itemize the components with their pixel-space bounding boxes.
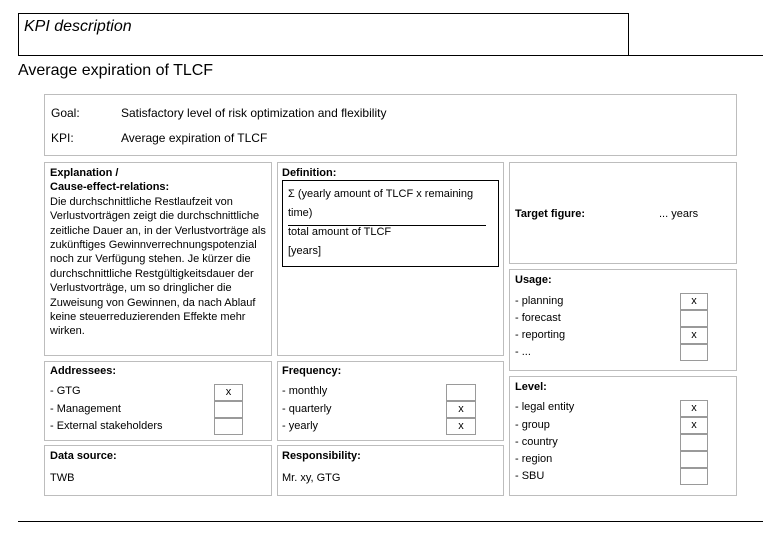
formula-unit: [years]	[288, 245, 322, 257]
usage-label: Usage:	[515, 274, 552, 286]
usage-item-label: - reporting	[515, 329, 566, 341]
datasource-value: TWB	[50, 472, 75, 484]
addressee-item-label: - External stakeholders	[50, 420, 163, 432]
target-value: ... years	[659, 208, 699, 220]
level-item-label: - group	[515, 419, 550, 431]
frequency-item-label: - quarterly	[282, 403, 332, 415]
explanation-panel	[44, 162, 272, 356]
frequency-item-label: - monthly	[282, 385, 328, 397]
usage-checkbox[interactable]: x	[680, 293, 708, 310]
level-item-label: - legal entity	[515, 401, 575, 413]
level-label: Level:	[515, 381, 547, 393]
usage-item-label: - ...	[515, 346, 531, 358]
frequency-checkbox[interactable]	[446, 384, 476, 401]
definition-formula-box	[282, 180, 499, 267]
responsibility-panel	[277, 445, 504, 496]
kpi-label: KPI:	[51, 131, 74, 145]
level-checkbox[interactable]	[680, 434, 708, 451]
header-rule	[629, 55, 763, 56]
usage-item-label: - forecast	[515, 312, 561, 324]
level-panel	[509, 376, 737, 496]
usage-checkbox[interactable]	[680, 310, 708, 327]
datasource-label: Data source:	[50, 450, 117, 462]
kpi-value: Average expiration of TLCF	[121, 131, 268, 145]
level-checkbox[interactable]	[680, 468, 708, 485]
addressees-label: Addressees:	[50, 365, 117, 377]
level-checkbox[interactable]	[680, 451, 708, 468]
level-checkbox[interactable]: x	[680, 417, 708, 434]
explanation-heading-2: Cause-effect-relations:	[50, 181, 170, 194]
level-item-label: - SBU	[515, 470, 545, 482]
responsibility-value: Mr. xy, GTG	[282, 472, 341, 484]
frequency-panel	[277, 361, 504, 441]
formula-numerator-2: time)	[288, 207, 313, 219]
frequency-label: Frequency:	[282, 365, 342, 377]
responsibility-label: Responsibility:	[282, 450, 361, 462]
usage-panel	[509, 269, 737, 371]
goal-kpi-panel	[44, 94, 737, 156]
title-box	[18, 13, 629, 56]
addressee-checkbox[interactable]	[214, 401, 243, 418]
frequency-checkbox[interactable]: x	[446, 418, 476, 435]
addressee-item-label: - GTG	[50, 385, 81, 397]
addressee-item-label: - Management	[50, 403, 121, 415]
usage-item-label: - planning	[515, 295, 564, 307]
level-checkbox[interactable]: x	[680, 400, 708, 417]
addressees-panel	[44, 361, 272, 441]
frequency-item-label: - yearly	[282, 420, 319, 432]
addressee-checkbox[interactable]: x	[214, 384, 243, 401]
usage-checkbox[interactable]: x	[680, 327, 708, 344]
frequency-checkbox[interactable]: x	[446, 401, 476, 418]
explanation-text-block	[50, 166, 272, 339]
target-label: Target figure:	[515, 208, 586, 220]
level-item-label: - country	[515, 436, 558, 448]
formula-numerator-1: Σ (yearly amount of TLCF x remaining	[288, 188, 474, 200]
page-title: KPI description	[24, 18, 132, 35]
definition-label: Definition:	[282, 167, 337, 179]
goal-value: Satisfactory level of risk optimization and flexibility	[121, 106, 387, 120]
usage-checkbox[interactable]	[680, 344, 708, 361]
target-panel	[509, 162, 737, 264]
datasource-panel	[44, 445, 272, 496]
goal-label: Goal:	[51, 106, 80, 120]
explanation-heading-1: Explanation /	[50, 167, 119, 179]
footer-rule	[18, 521, 763, 522]
level-item-label: - region	[515, 453, 553, 465]
formula-denominator: total amount of TLCF	[288, 226, 392, 238]
explanation-text: Die durchschnittliche Restlaufzeit von Verlustvorträgen zeigt die durchschnittliche zeitliche Dauer an, in der Verlustvorträge als zukünftiges Gewinnverrechnungspotenzial noch zur Verfügung stehen. Je kürzer die durchschnittliche Restgültigkeitsdauer der Verlustvorträge, um so dringlicher die Zuweisung von Gewinnen, da nach Ablauf keine steuerreduzierenden Effekte mehr wirken.	[50, 195, 266, 338]
addressee-checkbox[interactable]	[214, 418, 243, 435]
subtitle: Average expiration of TLCF	[18, 62, 214, 79]
